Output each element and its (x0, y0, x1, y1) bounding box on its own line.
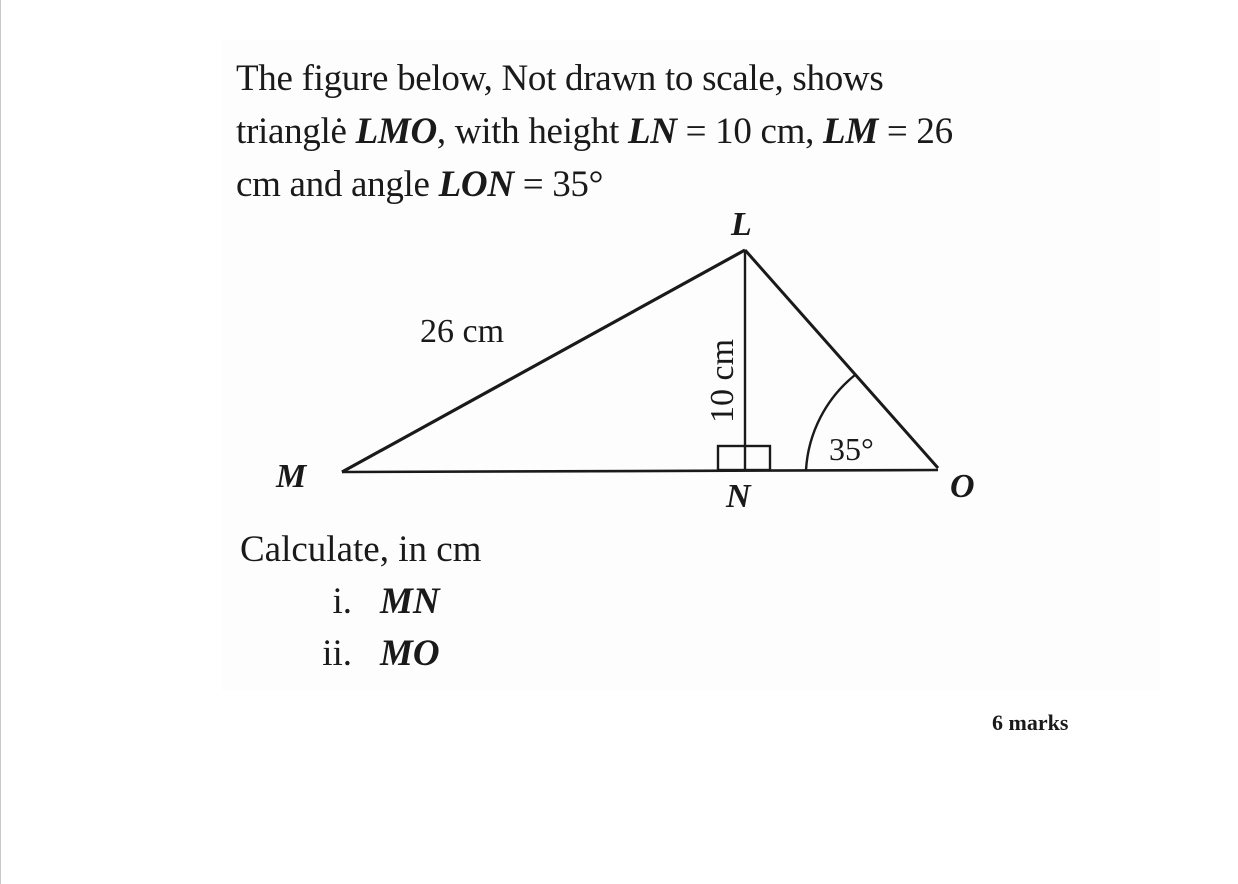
var-lmo: LMO (355, 111, 437, 152)
var-ln: LN (627, 111, 677, 152)
side-mo (342, 470, 938, 472)
part-name: MO (380, 633, 440, 674)
text-fragment: = 26 (877, 111, 953, 152)
part-item (280, 576, 440, 628)
frame-edge (0, 0, 1, 884)
label-lm-length: 26 cm (420, 313, 505, 350)
text-fragment: trianglė (236, 111, 356, 152)
var-lon: LON (438, 164, 514, 205)
text-fragment: cm and angle (236, 164, 439, 205)
question-text (236, 52, 1116, 211)
question-line-1: The figure below, Not drawn to scale, shows (236, 58, 884, 99)
side-lm (342, 250, 745, 472)
vertex-label-o: O (950, 468, 975, 505)
triangle-figure (270, 205, 1010, 525)
part-item (280, 628, 440, 680)
part-number: i. (332, 581, 352, 622)
triangle-diagram (270, 205, 1010, 525)
text-fragment: = 10 cm, (676, 111, 824, 152)
part-name: MN (380, 581, 440, 622)
text-fragment: , with height (436, 111, 628, 152)
question-parts (280, 576, 440, 680)
question-line-3 (236, 158, 1116, 211)
part-number: ii. (322, 633, 352, 674)
text-fragment: = 35° (513, 164, 604, 205)
marks-label: 6 marks (992, 710, 1069, 735)
label-angle-lon: 35° (829, 431, 874, 467)
question-line-2 (236, 105, 1116, 158)
label-ln-length: 10 cm (704, 338, 741, 423)
instruction-text: Calculate, in cm (240, 529, 482, 570)
vertex-label-m: M (276, 458, 307, 495)
vertex-label-l: L (731, 206, 752, 243)
vertex-label-n: N (726, 478, 751, 515)
var-lm: LM (823, 111, 878, 152)
